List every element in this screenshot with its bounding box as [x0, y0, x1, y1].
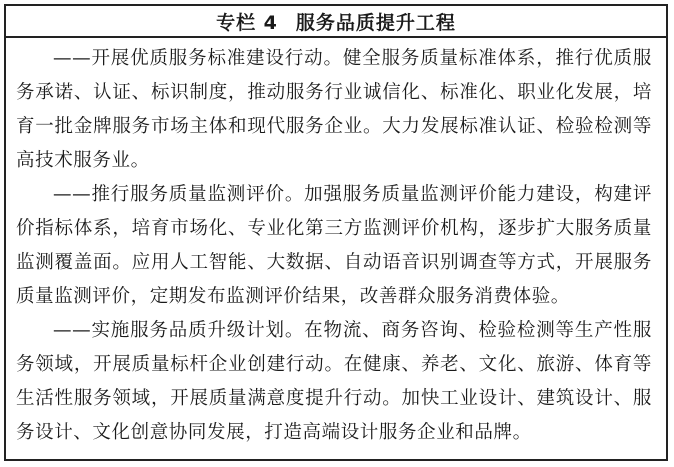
- feature-box: [4, 4, 668, 461]
- paragraph-quality-upgrade: ——实施服务品质升级计划。在物流、商务咨询、检验检测等生产性服务领域，开展质量标杆企业创建行动。在健康、养老、文化、旅游、体育等生活性服务领域，开展质量满意度提升行动。加快工业设计、建筑设计、服务设计、文化创意协同发展，打造高端设计服务企业和品牌。: [16, 320, 652, 443]
- box-header: [6, 6, 666, 38]
- box-body: [6, 38, 666, 450]
- box-title: 服务品质提升工程: [295, 11, 456, 34]
- box-label: 专栏 4: [216, 11, 278, 34]
- paragraph-quality-monitoring: ——推行服务质量监测评价。加强服务质量监测评价能力建设，构建评价指标体系，培育市场化、专业化第三方监测评价机构，逐步扩大服务质量监测覆盖面。应用人工智能、大数据、自动语音识别调查等方式，开展服务质量监测评价，定期发布监测评价结果，改善群众服务消费体验。: [16, 184, 652, 307]
- paragraph-service-standards: ——开展优质服务标准建设行动。健全服务质量标准体系，推行优质服务承诺、认证、标识制度，推动服务行业诚信化、标准化、职业化发展，培育一批金牌服务市场主体和现代服务企业。大力发展标准认证、检验检测等高技术服务业。: [16, 48, 652, 171]
